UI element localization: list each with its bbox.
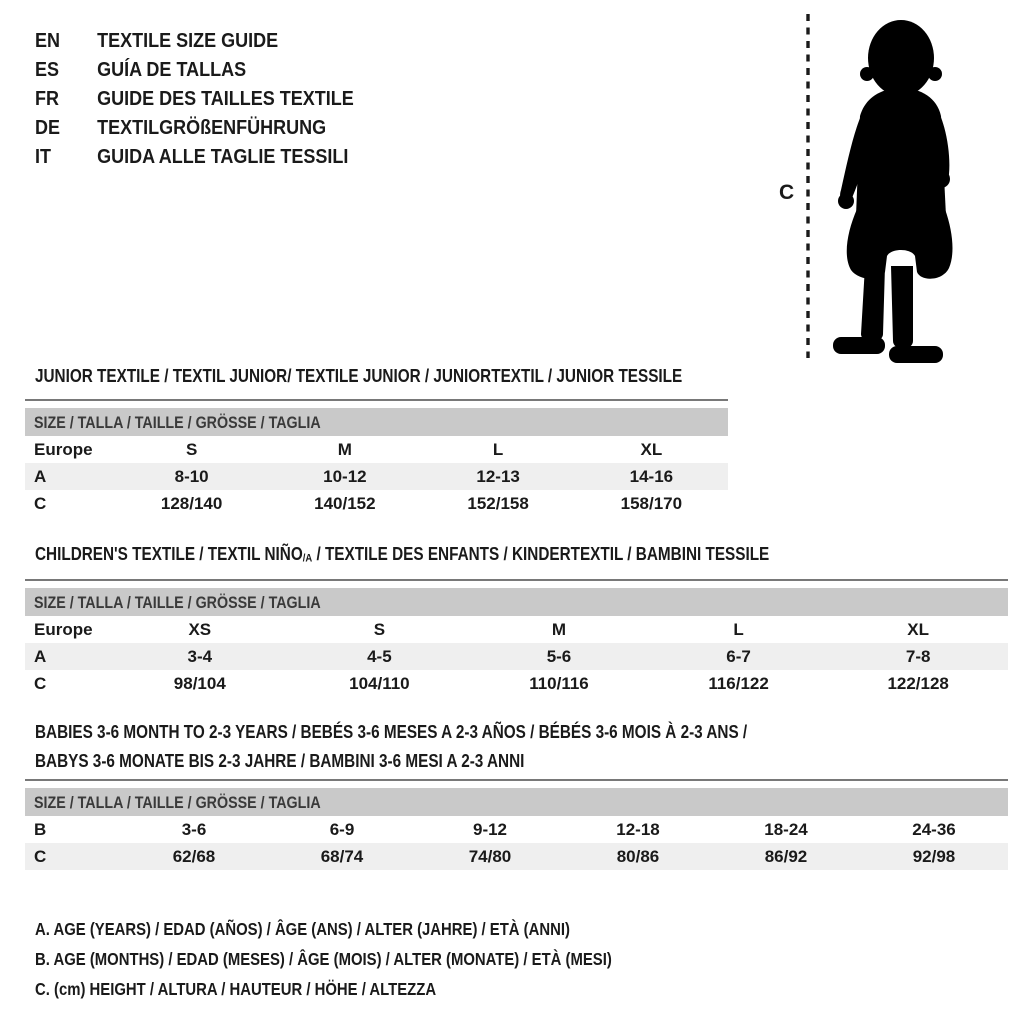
table-cell: 3-6 (181, 819, 207, 839)
row-label: B (34, 819, 47, 839)
section-title-part: / TEXTILE DES ENFANTS / KINDERTEXTIL / BAMBINI TESSILE (312, 544, 770, 564)
table-cell: 80/86 (616, 846, 660, 866)
language-label: GUIDE DES TAILLES TEXTILE (97, 88, 354, 110)
table-cell: 128/140 (160, 493, 223, 513)
table-cell: L (733, 619, 744, 639)
table-cell: 86/92 (764, 846, 808, 866)
size-header-label: SIZE / TALLA / TAILLE / GRÖSSE / TAGLIA (34, 413, 321, 432)
footnote-a: A. AGE (YEARS) / EDAD (AÑOS) / ÂGE (ANS) / ALTER (JAHRE) / ETÀ (ANNI) (35, 919, 570, 939)
table-top-rule (25, 399, 728, 401)
footnote-b: B. AGE (MONTHS) / EDAD (MESES) / ÂGE (MOIS) / ALTER (MONATE) / ETÀ (MESI) (35, 949, 612, 969)
height-measure-label: C (779, 181, 795, 204)
table-cell: 10-12 (323, 466, 367, 486)
table-row (25, 670, 1008, 697)
row-label: C (34, 493, 47, 513)
table-cell: 9-12 (472, 819, 508, 839)
table-cell: 8-10 (174, 466, 209, 486)
table-cell: 116/122 (708, 673, 769, 693)
table-row (25, 843, 1008, 870)
table-top-rule (25, 779, 1008, 781)
table-cell: 12-18 (616, 819, 660, 839)
table-cell: 110/116 (529, 673, 589, 693)
language-code: EN (35, 30, 61, 52)
table-cell: 7-8 (905, 646, 931, 666)
section-title-line: BABIES 3-6 MONTH TO 2-3 YEARS / BEBÉS 3-6 MESES A 2-3 AÑOS / BÉBÉS 3-6 MOIS À 2-3 ANS / (35, 722, 748, 742)
language-row (35, 56, 354, 85)
language-row (35, 143, 354, 172)
babies-size-table (25, 779, 1008, 870)
table-cell: 5-6 (546, 646, 572, 666)
section-title-junior: JUNIOR TEXTILE / TEXTIL JUNIOR/ TEXTILE JUNIOR / JUNIORTEXTIL / JUNIOR TESSILE (35, 366, 683, 386)
table-cell: 24-36 (912, 819, 956, 839)
table-cell: 3-4 (187, 646, 213, 666)
table-top-rule (25, 579, 1008, 581)
table-cell: XL (907, 619, 930, 639)
footnote-c: C. (cm) HEIGHT / ALTURA / HAUTEUR / HÖHE / ALTEZZA (35, 979, 437, 999)
language-code: FR (35, 88, 60, 110)
section-title-line: BABYS 3-6 MONATE BIS 2-3 JAHRE / BAMBINI 3-6 MESI A 2-3 ANNI (35, 751, 525, 771)
table-cell: XS (188, 619, 212, 639)
table-cell: 152/158 (467, 493, 529, 513)
row-label: C (34, 673, 47, 693)
section-title-children (35, 544, 769, 565)
table-cell: 74/80 (468, 846, 512, 866)
table-row (25, 816, 1008, 843)
language-label: TEXTILE SIZE GUIDE (97, 30, 279, 52)
language-row (35, 85, 354, 114)
baby-silhouette-icon (824, 4, 976, 364)
table-row (25, 463, 728, 490)
row-label: Europe (34, 439, 93, 459)
section-title-babies (35, 718, 747, 776)
table-cell: M (551, 619, 567, 639)
table-cell: 18-24 (764, 819, 808, 839)
table-rows (25, 816, 1008, 870)
size-header-bar (25, 588, 1008, 616)
table-cell: L (492, 439, 504, 459)
table-rows (25, 616, 1008, 697)
language-list (35, 27, 389, 172)
table-cell: 68/74 (320, 846, 364, 866)
language-label: TEXTILGRÖßENFÜHRUNG (97, 117, 327, 139)
language-code: IT (35, 146, 52, 168)
table-cell: 98/104 (173, 673, 226, 693)
language-row (35, 27, 354, 56)
size-header-label: SIZE / TALLA / TAILLE / GRÖSSE / TAGLIA (34, 593, 321, 612)
table-cell: 4-5 (367, 646, 392, 666)
row-label: A (34, 466, 47, 486)
row-label: Europe (34, 619, 93, 639)
table-cell: S (373, 619, 386, 639)
language-label: GUIDA ALLE TAGLIE TESSILI (97, 146, 349, 168)
table-row (25, 643, 1008, 670)
height-dotted-line (806, 14, 810, 358)
table-rows (25, 436, 728, 517)
junior-size-table (25, 399, 728, 517)
table-cell: M (337, 439, 352, 459)
section-title-subscript: /A (302, 552, 313, 565)
table-cell: S (185, 439, 198, 459)
table-cell: 62/68 (172, 846, 216, 866)
section-title-part: CHILDREN'S TEXTILE / TEXTIL NIÑO (35, 544, 303, 564)
footnotes (35, 914, 612, 1004)
table-cell: 6-7 (726, 646, 751, 666)
table-row (25, 490, 728, 517)
size-header-bar (25, 408, 728, 436)
row-label: A (34, 646, 47, 666)
table-cell: 6-9 (329, 819, 355, 839)
size-header-bar (25, 788, 1008, 816)
table-cell: 104/110 (349, 673, 410, 693)
table-row (25, 616, 1008, 643)
table-cell: 140/152 (314, 493, 376, 513)
table-cell: 158/170 (620, 493, 683, 513)
row-label: C (34, 846, 47, 866)
language-code: ES (35, 59, 60, 81)
size-header-label: SIZE / TALLA / TAILLE / GRÖSSE / TAGLIA (34, 793, 321, 812)
table-cell: 122/128 (887, 673, 949, 693)
language-code: DE (35, 117, 61, 139)
language-label: GUÍA DE TALLAS (97, 59, 247, 81)
children-size-table (25, 579, 1008, 697)
table-cell: XL (640, 439, 663, 459)
table-cell: 92/98 (912, 846, 956, 866)
table-cell: 14-16 (629, 466, 674, 486)
language-row (35, 114, 354, 143)
table-cell: 12-13 (476, 466, 520, 486)
table-row (25, 436, 728, 463)
